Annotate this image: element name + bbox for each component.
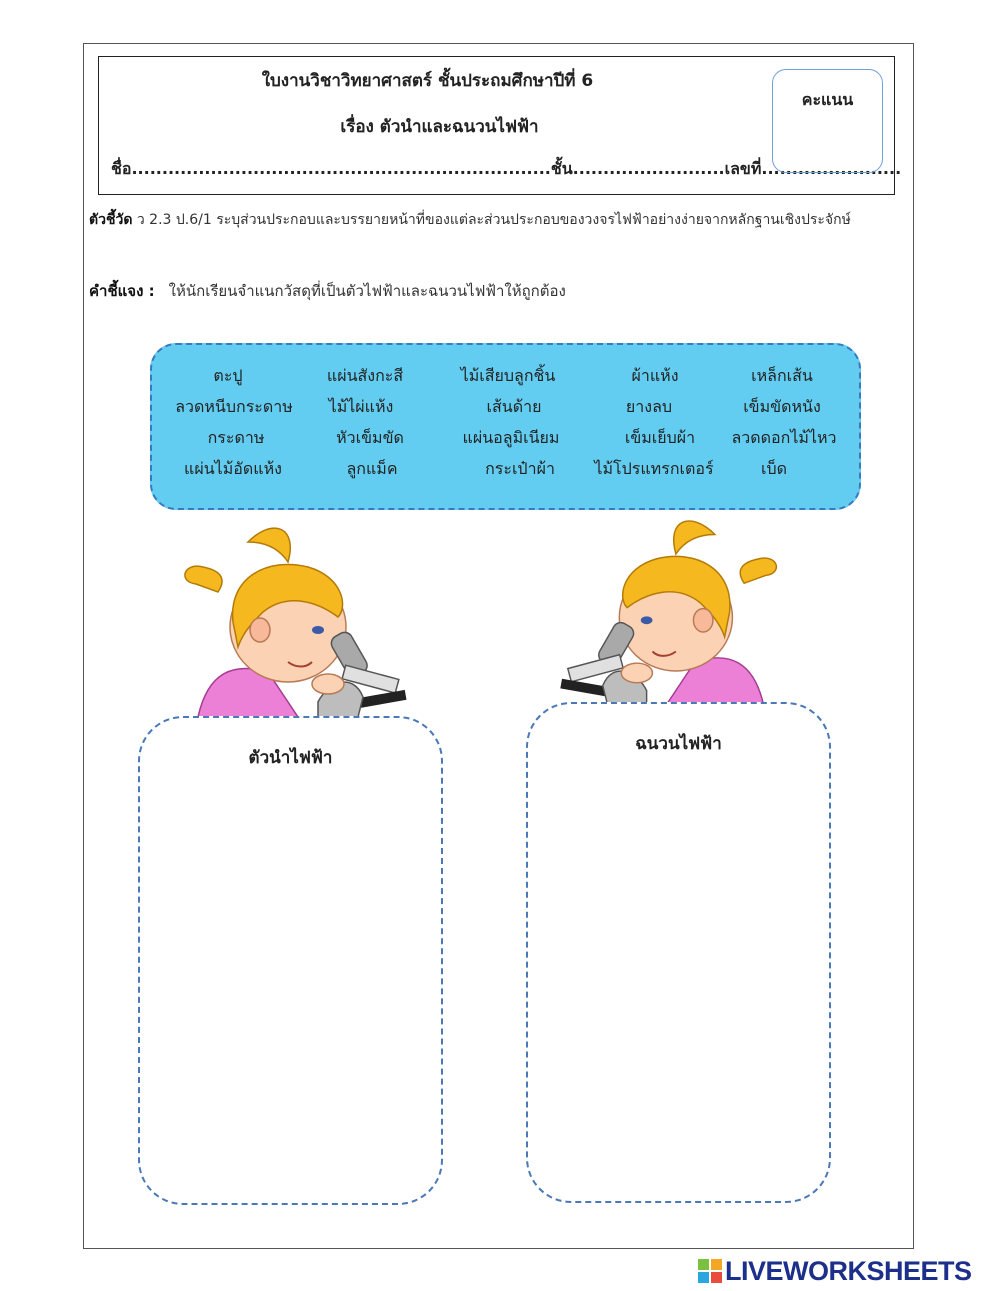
draggable-word[interactable]: ไม้เสียบลูกชิ้น [460, 366, 556, 385]
instruction-label: คำชี้แจง : [89, 282, 155, 300]
draggable-word[interactable]: เบ็ด [760, 459, 788, 478]
draggable-word[interactable]: เหล็กเส้น [751, 366, 813, 385]
indicator-body: ว 2.3 ป.6/1 ระบุส่วนประกอบและบรรยายหน้าที่ของแต่ละส่วนประกอบของวงจรไฟฟ้าอย่างง่ายจากหลักฐานเชิงประจักษ์ [132, 212, 851, 228]
draggable-word[interactable]: หัวเข็มขัด [336, 428, 404, 447]
score-box [772, 69, 883, 173]
conductor-drop-zone[interactable] [138, 716, 443, 1205]
student-info-line: ชื่อ.....................................................................ชั้น.........................เลขที่....................... [111, 159, 902, 178]
conductor-zone-title: ตัวนำไฟฟ้า [248, 748, 333, 768]
draggable-word[interactable]: ตะปู [213, 366, 243, 385]
draggable-word[interactable]: เข็มเย็บผ้า [624, 428, 696, 447]
liveworksheets-logo-text: LIVEWORKSHEETS [725, 1255, 972, 1286]
girl-microscope-illustration-left [178, 522, 408, 722]
indicator-label: ตัวชี้วัด [89, 212, 133, 228]
liveworksheets-logo-icon [698, 1259, 722, 1283]
draggable-word[interactable]: แผ่นสังกะสี [326, 366, 404, 385]
liveworksheets-logo [698, 1256, 972, 1286]
girl-microscope-illustration-right [556, 515, 786, 710]
word-bank [150, 343, 861, 510]
insulator-zone-title: ฉนวนไฟฟ้า [635, 734, 722, 754]
instruction-body: ให้นักเรียนจำแนกวัสดุที่เป็นตัวไฟฟ้าและฉนวนไฟฟ้าให้ถูกต้อง [168, 282, 566, 300]
draggable-word[interactable]: ลูกแม็ค [346, 459, 398, 478]
score-label: คะแนน [801, 90, 854, 109]
draggable-word[interactable]: เส้นด้าย [486, 397, 542, 416]
draggable-word[interactable]: ไม้ไผ่แห้ง [328, 397, 394, 416]
draggable-word[interactable]: แผ่นอลูมิเนียม [462, 428, 560, 447]
worksheet-title: ใบงานวิชาวิทยาศาสตร์ ชั้นประถมศึกษาปีที่ 6 [261, 71, 594, 91]
draggable-word[interactable]: กระดาษ [207, 428, 265, 447]
draggable-word[interactable]: ผ้าแห้ง [631, 366, 679, 385]
draggable-word[interactable]: เข็มขัดหนัง [743, 397, 821, 416]
instruction-text [89, 279, 566, 303]
draggable-word[interactable]: ลวดหนีบกระดาษ [175, 397, 293, 416]
insulator-drop-zone[interactable] [526, 702, 831, 1203]
draggable-word[interactable]: ลวดดอกไม้ไหว [731, 428, 837, 447]
indicator-text [89, 206, 869, 234]
draggable-word[interactable]: แผ่นไม้อัดแห้ง [184, 459, 282, 478]
draggable-word[interactable]: ไม้โปรแทรกเตอร์ [594, 459, 714, 478]
draggable-word[interactable]: กระเป๋าผ้า [485, 459, 555, 478]
draggable-word[interactable]: ยางลบ [625, 397, 673, 416]
worksheet-subtitle: เรื่อง ตัวนำและฉนวนไฟฟ้า [340, 117, 539, 137]
